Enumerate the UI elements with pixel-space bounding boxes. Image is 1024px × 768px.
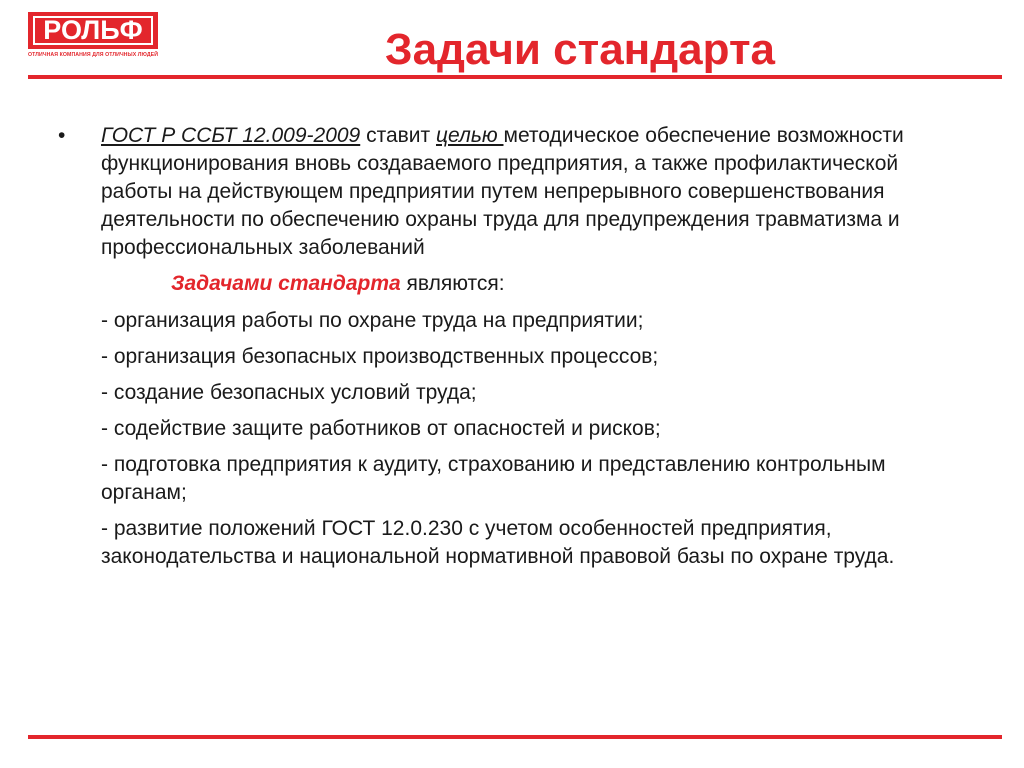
bullet-icon: • [58,124,66,147]
slide-title: Задачи стандарта [385,25,775,74]
tasks-heading [58,270,958,298]
top-divider [28,75,1002,79]
tasks-heading-rest: являются: [400,272,505,295]
slide-body [58,122,958,571]
intro-text: методическое обеспечение возможности функционирования вновь создаваемого предприятия, а также профилактической работы на действующем предприятии путем непрерывного совершенствования деятельности по обеспечению охраны труда для предупреждения травматизма и профессиональных заболеваний [101,124,904,259]
intro-paragraph [58,122,958,262]
goal-word: целью [435,124,504,147]
gost-reference: ГОСТ Р ССБТ 12.009-2009 [101,124,361,147]
task-item: - развитие положений ГОСТ 12.0.230 с учетом особенностей предприятия, законодательства и национальной нормативной правовой базы по охране труда. [101,517,895,568]
intro-verb: ставит [360,124,436,147]
task-item: - подготовка предприятия к аудиту, страхованию и представлению контрольным органам; [101,453,886,504]
logo-tagline: ОТЛИЧНАЯ КОМПАНИЯ ДЛЯ ОТЛИЧНЫХ ЛЮДЕЙ [28,52,159,58]
task-item: - организация безопасных производственных процессов; [101,345,659,368]
task-item: - содействие защите работников от опасностей и рисков; [101,417,661,440]
logo-text: РОЛЬФ [32,15,154,46]
company-logo [28,12,160,62]
task-item: - организация работы по охране труда на предприятии; [101,309,644,332]
logo-frame [33,16,153,45]
tasks-heading-accent: Задачами стандарта [171,272,401,295]
bottom-divider [28,735,1002,739]
task-item: - создание безопасных условий труда; [101,381,477,404]
